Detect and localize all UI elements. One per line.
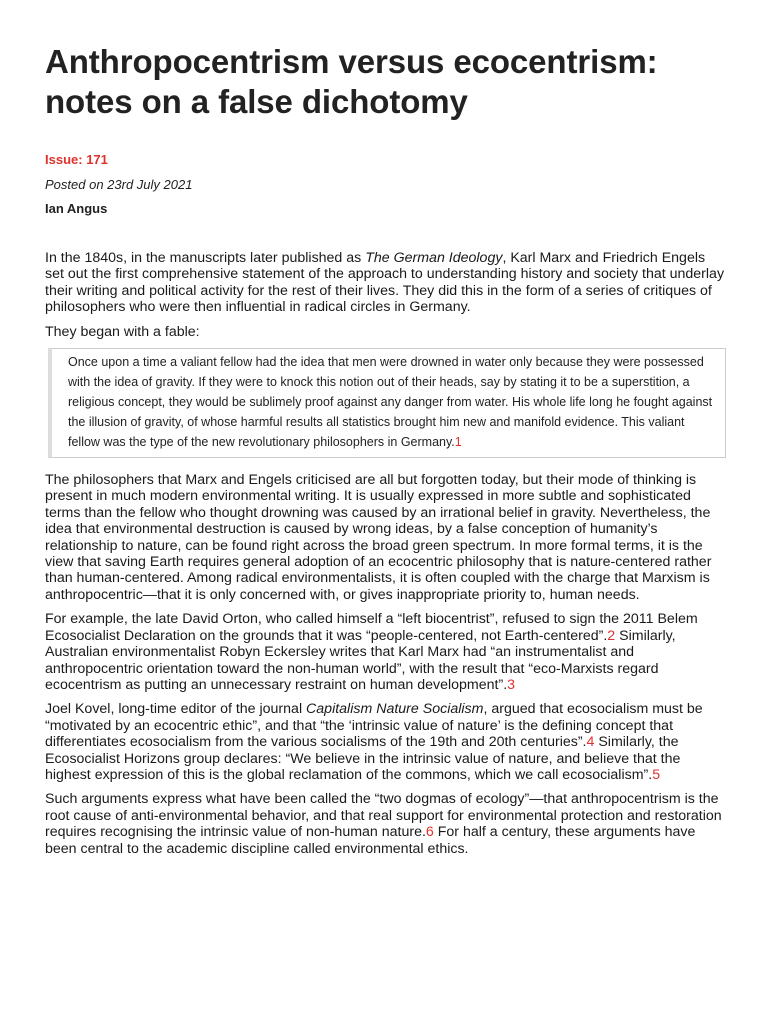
posted-date: Posted on 23rd July 2021 [45, 177, 193, 192]
paragraph-6: Such arguments express what have been called the “two dogmas of ecology”—that anthropocentrism is the root cause of anti-environmental behavior, and that real support for environmental protection and restoration requires recognising the intrinsic value of non-human nature.6 For half a century, these arguments have been central to the academic discipline called environmental ethics. [45, 791, 722, 857]
journal-title: Capitalism Nature Socialism [306, 701, 484, 718]
paragraph-2: They began with a fable: [45, 323, 200, 340]
author-name[interactable]: Ian Angus [45, 201, 108, 216]
footnote-link-6[interactable]: 6 [425, 824, 434, 841]
article-body [45, 250, 726, 857]
book-title: The German Ideology [365, 250, 503, 266]
paragraph-3: The philosophers that Marx and Engels criticised are all but forgotten today, but their mode of thinking is present in much modern environmental writing. It is usually expressed in more subtle and sophisticated terms than the fellow who thought drowning was caused by an irrational belief in gravity. Nevertheless, the idea that environmental destruction is caused by wrong ideas, by a false conception of humanity’s relationship to nature, can be found right across the broad green spectrum. In more formal terms, it is the view that saving Earth requires general adoption of an ecocentric philosophy that is nature-centered rather than human-centered. Among radical environmentalists, it is often coupled with the charge that Marxism is anthropocentric—that it is only concerned with, or gives inappropriate priority to, human needs. [45, 472, 712, 603]
article-meta [45, 152, 726, 217]
issue-label: Issue: [45, 152, 83, 167]
paragraph-1: In the 1840s, in the manuscripts later published as The German Ideology, Karl Marx and Friedrich Engels set out the first comprehensive statement of the approach to understanding history and society that underlay their writing and political activity for the rest of their lives. They did this in the form of a series of critiques of philosophers who were then influential in radical circles in Germany. [45, 250, 725, 316]
paragraph-5: Joel Kovel, long-time editor of the journal Capitalism Nature Socialism, argued that ecosocialism must be “motivated by an ecocentric ethic”, and that “the ‘intrinsic value of nature’ is the defining concept that differentiates ecosocialism from the various socialisms of the 19th and 20th centuries”.4 Similarly, the Ecosocialist Horizons group declares: “We believe in the intrinsic value of nature, and believe that the highest expression of this is the global reclamation of the commons, which we call ecosocialism”.5 [45, 701, 703, 783]
footnote-link-1[interactable]: 1 [454, 435, 462, 450]
article-title: Anthropocentrism versus ecocentrism: notes on a false dichotomy [45, 43, 658, 120]
footnote-link-5[interactable]: 5 [652, 766, 661, 783]
footnote-link-2[interactable]: 2 [607, 627, 616, 644]
footnote-link-3[interactable]: 3 [507, 676, 516, 693]
fable-quote: Once upon a time a valiant fellow had the idea that men were drowned in water only because they were possessed with the idea of gravity. If they were to knock this notion out of their heads, say by stating it to be a superstition, a religious concept, they would be sublimely proof against any danger from water. His whole life long he fought against the illusion of gravity, of whose harmful results all statistics brought him new and manifold evidence. This valiant fellow was the type of the new revolutionary philosophers in Germany.1 [48, 348, 726, 458]
paragraph-4: For example, the late David Orton, who called himself a “left biocentrist”, refused to sign the 2011 Belem Ecosocialist Declaration on the grounds that it was “people-centered, not Earth-centered”.2 Similarly, Australian environmentalist Robyn Eckersley writes that Karl Marx had “an instrumentalist and anthropocentric orientation toward the non-human world”, with the result that “eco-Marxists regard ecocentrism as putting an unnecessary restraint on human development”.3 [45, 611, 698, 693]
footnote-link-4[interactable]: 4 [586, 734, 595, 751]
issue-line [45, 152, 726, 168]
issue-number-link[interactable]: 171 [86, 152, 108, 167]
